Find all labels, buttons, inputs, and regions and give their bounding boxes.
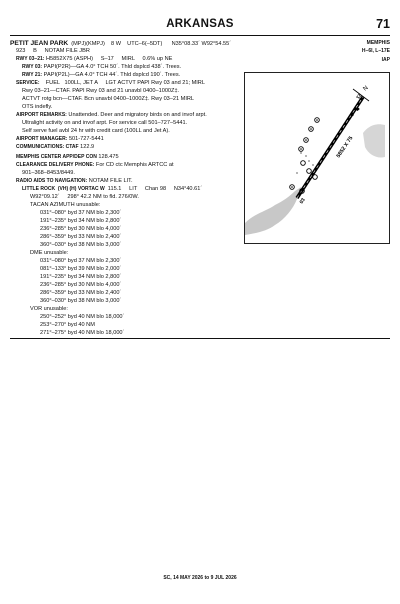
entry-line-svc2 (22, 88, 179, 95)
section-text: 081°–133° byd 39 NM blo 2,000´ (40, 266, 122, 272)
section-text: Unattended. Deer and migratory birds on and invof arpt. (66, 112, 207, 118)
section-text: 901–368–8453/8449. (22, 170, 75, 176)
section-text: 923 B NOTAM FILE JBR (16, 48, 90, 54)
section-text: 501-727-5441 (67, 136, 104, 142)
runway-centerline (297, 97, 363, 198)
entry-line-v3 (40, 330, 124, 337)
entry-line-v2 (40, 322, 95, 329)
section-text: PAPI(P2R)—GA 4.0° TCH 50´. Thld dsplcd 438´. Trees. (42, 64, 182, 70)
section-text: W92°09.12´ 298° 42.2 NM to fld. 276/0W. (30, 194, 139, 200)
entry-line-vortac2 (30, 194, 139, 201)
entry-line-remarks (16, 112, 207, 119)
entry-line-svc3 (22, 96, 194, 103)
airport-diagram-svg (245, 73, 389, 243)
entry-line-manager (16, 136, 104, 143)
runway-dimension-label: 5852 X 75 (335, 135, 355, 160)
section-text: ACTVT rotg bcn—CTAF. Bcn unavbl 0400–1000Z‡. Rwy 03–21 MIRL (22, 96, 195, 102)
entry-line-tacan (30, 202, 100, 209)
section-text: FUEL 100LL, JET A LGT ACTVT PAPI Rwy 03 and 21; MIRL (39, 80, 205, 86)
entry-line-t2 (40, 218, 121, 225)
entry-line-rwy03 (22, 64, 181, 71)
effective-dates: SC, 14 MAY 2026 to 9 JUL 2026 (163, 575, 237, 581)
section-key: MEMPHIS CENTER APP/DEP CON (16, 154, 97, 160)
entry-line-d1 (40, 258, 121, 265)
entry-line-airport (10, 40, 231, 48)
airport-diagram (244, 72, 390, 244)
entry-line-comm (16, 144, 94, 151)
terrain-shading (245, 187, 301, 235)
section-text: 191°–235° byd 34 NM blo 2,800´ (40, 274, 122, 280)
entry-line-vor (30, 306, 68, 313)
chart-region: MEMPHIS (366, 40, 390, 46)
terrain-shading-east (363, 124, 385, 157)
section-text: 250°–252° byd 40 NM blo 18,000´ (40, 314, 125, 320)
page-number: 71 (376, 17, 390, 31)
entry-line-svc4 (22, 104, 52, 111)
entry-line-d3 (40, 274, 121, 281)
section-text: OTS indefly. (22, 104, 53, 110)
section-text: DME unusable: (30, 250, 69, 256)
entry-line-d5 (40, 290, 121, 297)
north-label: N (362, 85, 370, 93)
airport-info: (MPJ)(KMPJ) 8 W UTC–6(–5DT) N35°08.33´ W92°54.55´ (68, 41, 232, 47)
runway-end-21-label: 21 (354, 91, 363, 100)
section-text: For CD ctc Memphis ARTCC at (94, 162, 174, 168)
section-text: NOTAM FILE LIT. (87, 178, 133, 184)
section-key: LITTLE ROCK (VH) (H) VORTAC W (22, 186, 105, 192)
entry-line-d4 (40, 282, 121, 289)
section-text: H5852X75 (ASPH) S–17 MIRL 0.6% up NE (44, 56, 173, 62)
section-key: COMMUNICATIONS: CTAF (16, 144, 79, 150)
entry-line-d2 (40, 266, 121, 273)
obstruction-dots (291, 119, 318, 192)
section-key: AIRPORT REMARKS: (16, 112, 67, 118)
section-key: RWY 21: (22, 72, 43, 78)
section-text: 128.475 (96, 154, 119, 160)
entry-line-t4 (40, 234, 121, 241)
entry-line-dme (30, 250, 68, 257)
section-text: 031°–080° byd 37 NM blo 2,300´ (40, 258, 122, 264)
section-text: 271°–275° byd 40 NM blo 18,000´ (40, 330, 125, 336)
state-title: ARKANSAS (166, 18, 234, 30)
section-text: Self serve fuel avbl 24 hr with credit card (100LL and Jet A). (22, 128, 170, 134)
section-text: 236°–285° byd 30 NM blo 4,000´ (40, 282, 122, 288)
section-text: 031°–080° byd 37 NM blo 2,300´ (40, 210, 122, 216)
section-key: RWY 03–21: (16, 56, 45, 62)
iap-indicator: IAP (381, 57, 390, 63)
entry-line-t3 (40, 226, 121, 233)
section-text: Rwy 03–21—CTAF. PAPI Rwy 03 and 21 unavbl 0400–1000Z‡. (22, 88, 180, 94)
chart-list: H–6I, L–17E (361, 48, 390, 54)
section-text: VOR unusable: (30, 306, 68, 312)
entry-line-service (16, 80, 205, 87)
section-text: 286°–359° byd 33 NM blo 2,400´ (40, 234, 122, 240)
section-key: SERVICE: (16, 80, 40, 86)
section-text: 122.9 (78, 144, 95, 150)
section-key: RWY 03: (22, 64, 43, 70)
entry-line-rwy21 (22, 72, 180, 79)
section-text: 360°–030° byd 38 NM blo 3,000´ (40, 298, 122, 304)
entry-line-clnc2 (22, 170, 75, 177)
airport-name: PETIT JEAN PARK (10, 40, 69, 47)
section-text: 360°–030° byd 38 NM blo 3,000´ (40, 242, 122, 248)
entry-line-clnc (16, 162, 174, 169)
section-text: 191°–235° byd 34 NM blo 2,800´ (40, 218, 122, 224)
entry-line-vortac (22, 186, 202, 193)
section-text: 286°–359° byd 33 NM blo 2,400´ (40, 290, 122, 296)
entry-line-t5 (40, 242, 121, 249)
obstruction-markers (290, 118, 320, 194)
entry-line-rem2 (22, 120, 187, 127)
section-text: 253°–270° byd 40 NM (40, 322, 95, 328)
entry-line-rwy (16, 56, 172, 63)
section-key: AIRPORT MANAGER: (16, 136, 68, 142)
entry-line-appdep (16, 154, 119, 161)
section-text: TACAN AZIMUTH unusable: (30, 202, 101, 208)
entry-bottom-rule (10, 338, 390, 339)
entry-line-rem3 (22, 128, 170, 135)
section-text: Ultralight activity on and invof arpt. For service call 501–727–5441. (22, 120, 188, 126)
entry-line-radio (16, 178, 133, 185)
header-rule (10, 35, 390, 36)
section-text: 236°–285° byd 30 NM blo 4,000´ (40, 226, 122, 232)
section-key: RADIO AIDS TO NAVIGATION: (16, 178, 88, 184)
entry-line-elev (16, 48, 90, 55)
entry-line-v1 (40, 314, 124, 321)
section-key: CLEARANCE DELIVERY PHONE: (16, 162, 95, 168)
entry-line-t1 (40, 210, 121, 217)
page-header (10, 18, 390, 34)
section-text: 115.1 LIT Chan 98 N34°40.61´ (104, 186, 203, 192)
entry-line-d6 (40, 298, 121, 305)
runway-end-03-label: 03 (298, 197, 307, 206)
section-text: PAPI(P2L)—GA 4.0° TCH 44´. Thld dsplcd 190´. Trees. (42, 72, 181, 78)
